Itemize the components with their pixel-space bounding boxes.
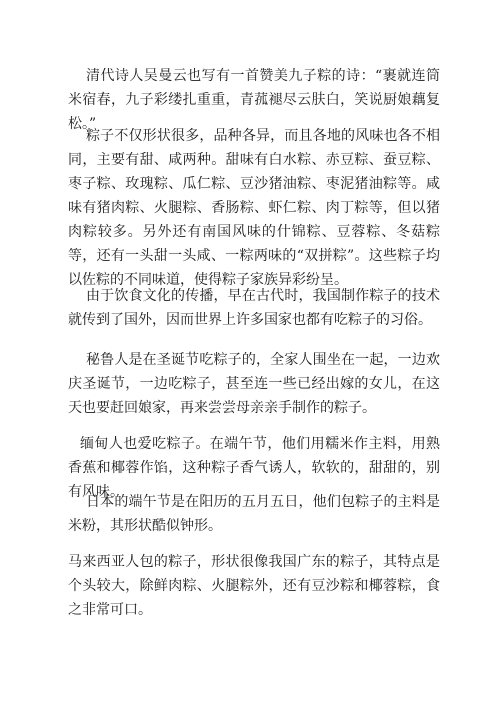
paragraph-5: 缅甸人也爱吃粽子。在端午节，他们用糯米作主料，用熟香蕉和椰蓉作馅，这种粽子香气诱人，软软的，甜甜的，别有风味。 [68,436,440,500]
paragraph-3: 由于饮食文化的传播，早在古代时，我国制作粽子的技术就传到了国外，因而世界上许多国家也都有吃粽子的习俗。 [68,288,440,328]
paragraph-6: 日本的端午节是在阳历的五月五日，他们包粽子的主料是米粉，其形状酷似钟形。 [68,494,440,534]
paragraph-2: 粽子不仅形状很多，品种各异，而且各地的风味也各不相同，主要有甜、咸两种。甜味有白水粽、赤豆粽、蚕豆粽、枣子粽、玫瑰粽、瓜仁粽、豆沙猪油粽、枣泥猪油粽等。咸味有猪肉粽、火腿粽、香肠粽、虾仁粽、肉丁粽等，但以猪肉粽较多。另外还有南国风味的什锦粽、豆蓉粽、冬菇粽等，还有一头甜一头咸、一粽两味的“双拼粽”。这些粽子均以佐粽的不同味道，使得粽子家族异彩纷呈。 [68,128,440,288]
paragraph-1: 清代诗人吴曼云也写有一首赞美九子粽的诗：“裹就连筒米宿春，九子彩缕扎重重，青菰褪尽云肤白，笑说厨娘藕复松。” [68,68,440,132]
paragraph-7: 马来西亚人包的粽子，形状很像我国广东的粽子，其特点是个头较大，除鲜肉粽、火腿粽外，还有豆沙粽和椰蓉粽，食之非常可口。 [68,554,440,618]
paragraph-4: 秘鲁人是在圣诞节吃粽子的，全家人围坐在一起，一边欢庆圣诞节，一边吃粽子，甚至连一些已经出嫁的女儿，在这天也要赶回娘家，再来尝尝母亲亲手制作的粽子。 [68,352,440,416]
